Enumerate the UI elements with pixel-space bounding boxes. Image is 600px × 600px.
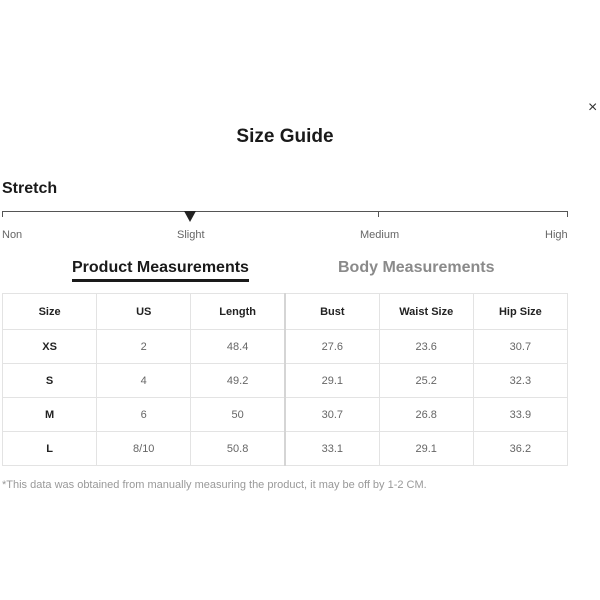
column-header-size: Size [3,294,97,330]
column-header-us: US [97,294,191,330]
table-cell-length: 49.2 [191,364,285,398]
stretch-track [2,211,568,212]
table-cell-waist-size: 26.8 [379,398,473,432]
table-cell-bust: 30.7 [285,398,379,432]
stretch-title: Stretch [2,180,58,197]
table-cell-bust: 29.1 [285,364,379,398]
stretch-label-slight: Slight [177,229,205,241]
table-cell-bust: 33.1 [285,432,379,466]
table-row [3,330,568,364]
table-cell-size: L [3,432,97,466]
stretch-label-medium: Medium [360,229,400,241]
table-row [3,398,568,432]
column-header-bust: Bust [285,294,379,330]
tab-product-measurements[interactable]: Product Measurements [72,258,249,282]
table-cell-hip-size: 30.7 [473,330,567,364]
table-cell-length: 50 [191,398,285,432]
stretch-label-high: High [545,229,568,241]
table-cell-us: 8/10 [97,432,191,466]
table-cell-bust: 27.6 [285,330,379,364]
column-header-length: Length [191,294,285,330]
table-cell-hip-size: 33.9 [473,398,567,432]
table-cell-hip-size: 32.3 [473,364,567,398]
size-table [2,293,568,466]
table-cell-waist-size: 23.6 [379,330,473,364]
page-title: Size Guide [236,126,334,147]
table-cell-us: 4 [97,364,191,398]
table-cell-size: XS [3,330,97,364]
table-cell-size: M [3,398,97,432]
table-header-row [3,294,568,330]
stretch-tick-non [2,211,3,217]
table-cell-us: 6 [97,398,191,432]
table-cell-us: 2 [97,330,191,364]
table-cell-length: 50.8 [191,432,285,466]
table-cell-waist-size: 29.1 [379,432,473,466]
tab-body-measurements[interactable]: Body Measurements [338,259,495,276]
table-row [3,364,568,398]
stretch-label-non: Non [2,229,23,241]
column-header-hip-size: Hip Size [473,294,567,330]
stretch-indicator-icon [184,211,196,222]
close-button[interactable]: × [588,99,598,116]
stretch-tick-medium [378,211,379,217]
stretch-tick-high [567,211,568,217]
table-cell-hip-size: 36.2 [473,432,567,466]
table-cell-waist-size: 25.2 [379,364,473,398]
table-cell-size: S [3,364,97,398]
table-row [3,432,568,466]
column-header-waist-size: Waist Size [379,294,473,330]
table-cell-length: 48.4 [191,330,285,364]
measurement-note: *This data was obtained from manually measuring the product, it may be off by 1-2 CM. [2,479,427,491]
